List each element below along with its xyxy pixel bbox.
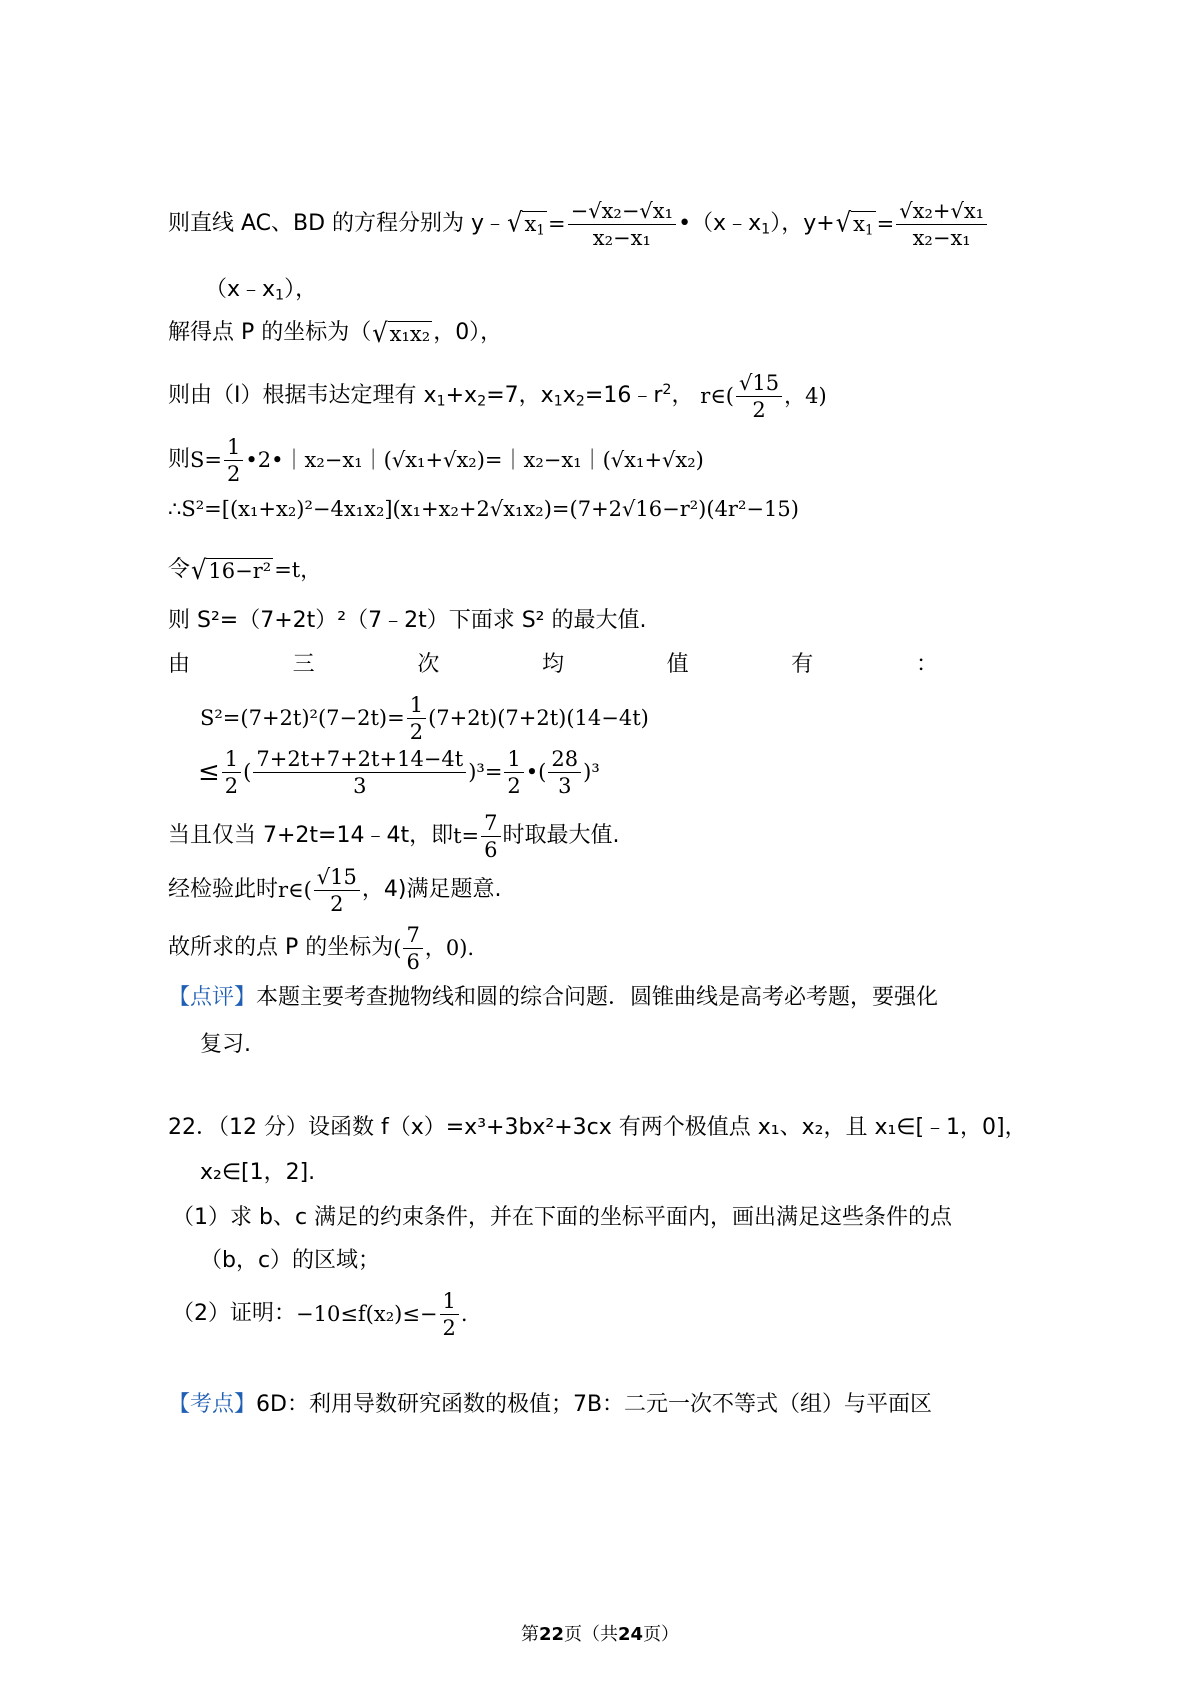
math-p-coord: ( $\frac{7}{6}$ ，0). xyxy=(393,923,475,975)
review-tag: 【点评】 xyxy=(168,985,257,1010)
part-1-cont: （b，c）的区域； xyxy=(200,1248,381,1273)
math-r-range: r∈( $\frac{√15}{2}$ ，4) xyxy=(700,371,827,423)
question-22: 22．（12 分）设函数 f（x）=x³+3bx²+3cx 有两个极值点 x₁、x₂，且 x₁∈[﹣1，0]， xyxy=(168,1115,1027,1140)
line-review-cont: 复习. xyxy=(200,1032,251,1057)
line-review: 【点评】本题主要考查抛物线和圆的综合问题．圆锥曲线是高考必考题，要强化 xyxy=(168,985,939,1010)
line-answer: 故所求的点 P 的坐标为 ( $\frac{7}{6}$ ，0). xyxy=(168,923,475,975)
math-area: S= $\frac{1}{2}$ •2•｜x₂−x₁｜(√x₁+√x₂)=｜x₂−x₁｜(√x₁+√x₂) xyxy=(190,435,704,487)
line-area-s: 则 S= $\frac{1}{2}$ •2•｜x₂−x₁｜(√x₁+√x₂)=｜x₂−x₁｜(√x₁+√x₂) xyxy=(168,435,704,487)
knowledge-tag: 【考点】 xyxy=(168,1392,257,1417)
line-vieta: 则由（I）根据韦达定理有 $x_1+x_2=7$，$x_1x_2=16﹣r^2$， r∈( $\frac{√15}{2}$ ，4) xyxy=(168,371,827,423)
fraction-2: $\frac{\text{√x₂+√x₁}}{\text{x₂−x₁}}$ xyxy=(896,200,987,249)
line-s2-t: 则 S²=（7+2t）²（7﹣2t）下面求 S² 的最大值. xyxy=(168,608,647,633)
line-ac-bd-equations xyxy=(168,200,989,249)
fraction-1: $\frac{\text{−√x₂−√x₁}}{\text{x₂−x₁}}$ xyxy=(568,200,676,249)
math-sqrt-x1-b: √ $x_1$ = xyxy=(835,207,895,239)
part-2: （2）证明： −10≤f(x₂)≤− $\frac{1}{2}$ . xyxy=(172,1289,468,1341)
line-let-t: 令 √ 16−r² =t， xyxy=(168,554,322,586)
line-continuation: $(x﹣x_1)$， xyxy=(205,277,318,304)
line-s-squared: ∴S²=[(x₁+x₂)²−4x₁x₂](x₁+x₂+2√x₁x₂)=(7+2√16−r²)(4r²−15) xyxy=(168,497,799,521)
text: 则直线 AC、BD 的方程分别为 y﹣ xyxy=(168,211,507,237)
math-t: t= $\frac{7}{6}$ xyxy=(453,812,502,861)
line-knowledge-points: 【考点】6D：利用导数研究函数的极值；7B：二元一次不等式（组）与平面区 xyxy=(168,1392,933,1417)
page-footer: 第22页（共24页） xyxy=(520,1624,680,1645)
text: $•(x﹣x_1)$，y+ xyxy=(678,210,835,238)
line-point-p: 解得点 P 的坐标为（ √ x₁x₂ ，0）， xyxy=(168,317,503,349)
math-r-range-2: r∈( $\frac{√15}{2}$ xyxy=(278,866,362,915)
sqrt-x1x2: √ x₁x₂ xyxy=(372,317,431,349)
question-22-cont: x₂∈[1，2]. xyxy=(200,1160,316,1185)
part-1: （1）求 b、c 满足的约束条件，并在下面的坐标平面内，画出满足这些条件的点 xyxy=(172,1205,953,1230)
line-inequality: ≤ $\frac{1}{2}$ ( $\frac{7+2t+7+2t+14-4t}{3}$ )³= $\frac{1}{2}$ •( $\frac{28}{3}$ )³ xyxy=(198,747,600,799)
sqrt-16-r2: √ 16−r² xyxy=(191,554,272,586)
math-sqrt-x1: √ $x_1$ = xyxy=(507,207,566,239)
line-equality-condition: 当且仅当 7+2t=14﹣4t，即 t= $\frac{7}{6}$ 时取最大值. xyxy=(168,811,620,863)
line-s2-expansion: S²=(7+2t)²(7−2t)= $\frac{1}{2}$ (7+2t)(7+2t)(14−4t) xyxy=(200,693,649,745)
line-am-gm: 由 三 次 均 值 有 ： xyxy=(168,652,938,677)
math-proof: −10≤f(x₂)≤− $\frac{1}{2}$ . xyxy=(296,1289,468,1341)
line-verify: 经检验此时 r∈( $\frac{√15}{2}$ ，4)满足题意. xyxy=(168,865,502,917)
